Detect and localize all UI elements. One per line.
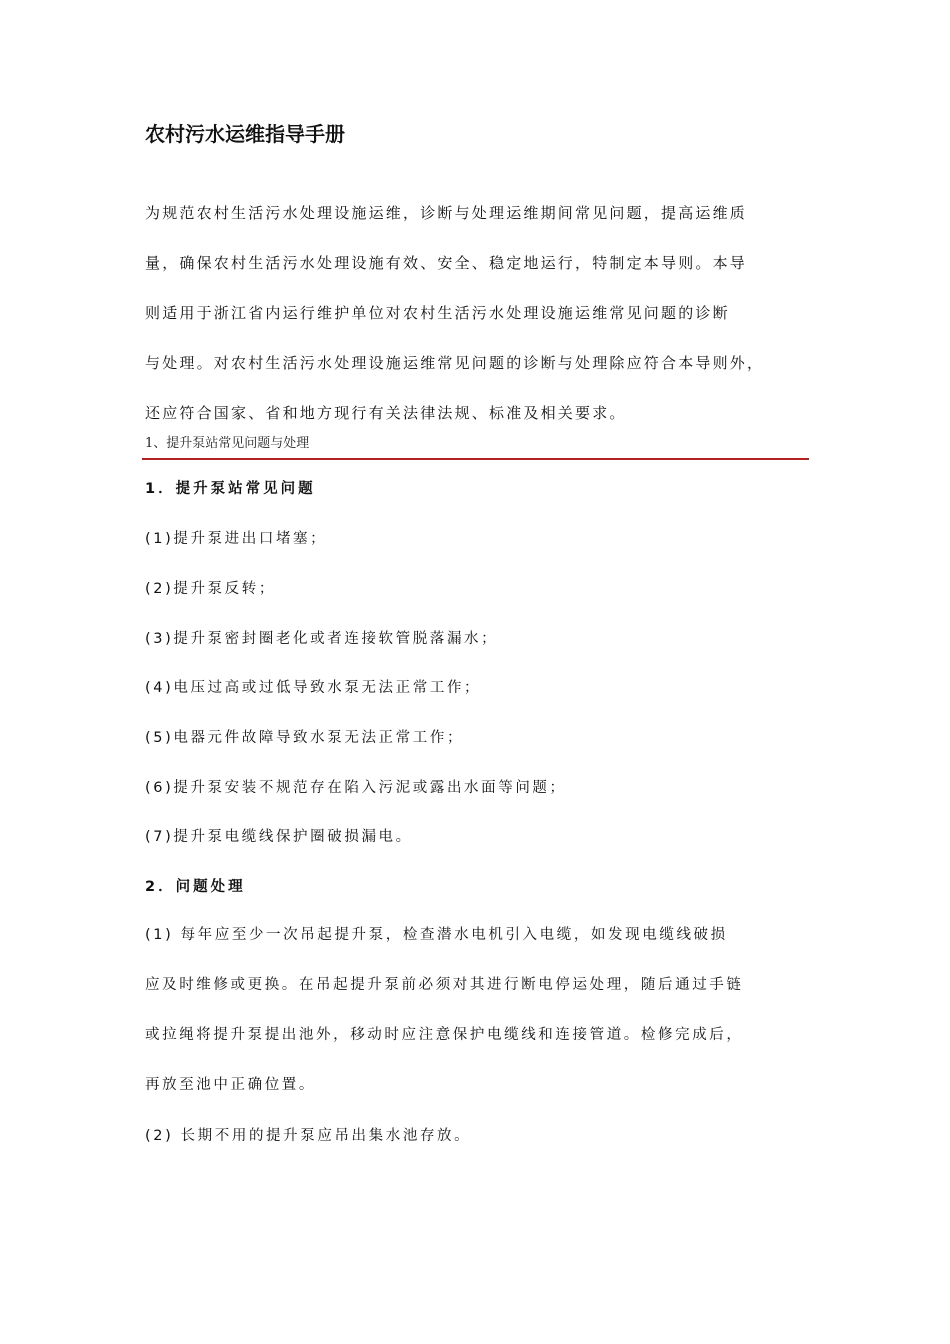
problem-item: (4)电压过高或过低导致水泵无法正常工作； [145,680,482,696]
handling-paragraph-2: (2) 长期不用的提升泵应吊出集水池存放。 [145,1128,472,1144]
handling-heading: 2．问题处理 [145,879,246,895]
intro-line: 则适用于浙江省内运行维护单位对农村生活污水处理设施运维常见问题的诊断 [145,304,730,322]
handling-line: (1) 每年应至少一次吊起提升泵，检查潜水电机引入电缆，如发现电缆线破损 [145,927,728,943]
handling-paragraph-1 [145,910,815,1110]
problems-heading: 1．提升泵站常见问题 [145,481,316,497]
problem-item: (7)提升泵电缆线保护圈破损漏电。 [145,829,413,845]
intro-line: 为规范农村生活污水处理设施运维，诊断与处理运维期间常见问题，提高运维质 [145,204,748,222]
intro-line: 还应符合国家、省和地方现行有关法律法规、标准及相关要求。 [145,404,627,422]
problem-item: (3)提升泵密封圈老化或者连接软管脱落漏水； [145,631,499,647]
intro-line: 量，确保农村生活污水处理设施有效、安全、稳定地运行，特制定本导则。本导 [145,254,748,272]
handling-line: 再放至池中正确位置。 [145,1077,316,1093]
problem-item: (5)电器元件故障导致水泵无法正常工作； [145,730,465,746]
intro-paragraph [145,188,815,438]
problem-item: (2)提升泵反转； [145,581,276,597]
intro-line: 与处理。对农村生活污水处理设施运维常见问题的诊断与处理除应符合本导则外， [145,354,765,372]
document-title: 农村污水运维指导手册 [145,122,345,146]
problem-item: (1)提升泵进出口堵塞； [145,531,328,547]
problem-item: (6)提升泵安装不规范存在陷入污泥或露出水面等问题； [145,780,567,796]
handling-line: 应及时维修或更换。在吊起提升泵前必须对其进行断电停运处理，随后通过手链 [145,977,744,993]
handling-line: 或拉绳将提升泵提出池外，移动时应注意保护电缆线和连接管道。检修完成后， [145,1027,744,1043]
section-divider [142,458,809,460]
section-label: 1、提升泵站常见问题与处理 [145,436,310,451]
